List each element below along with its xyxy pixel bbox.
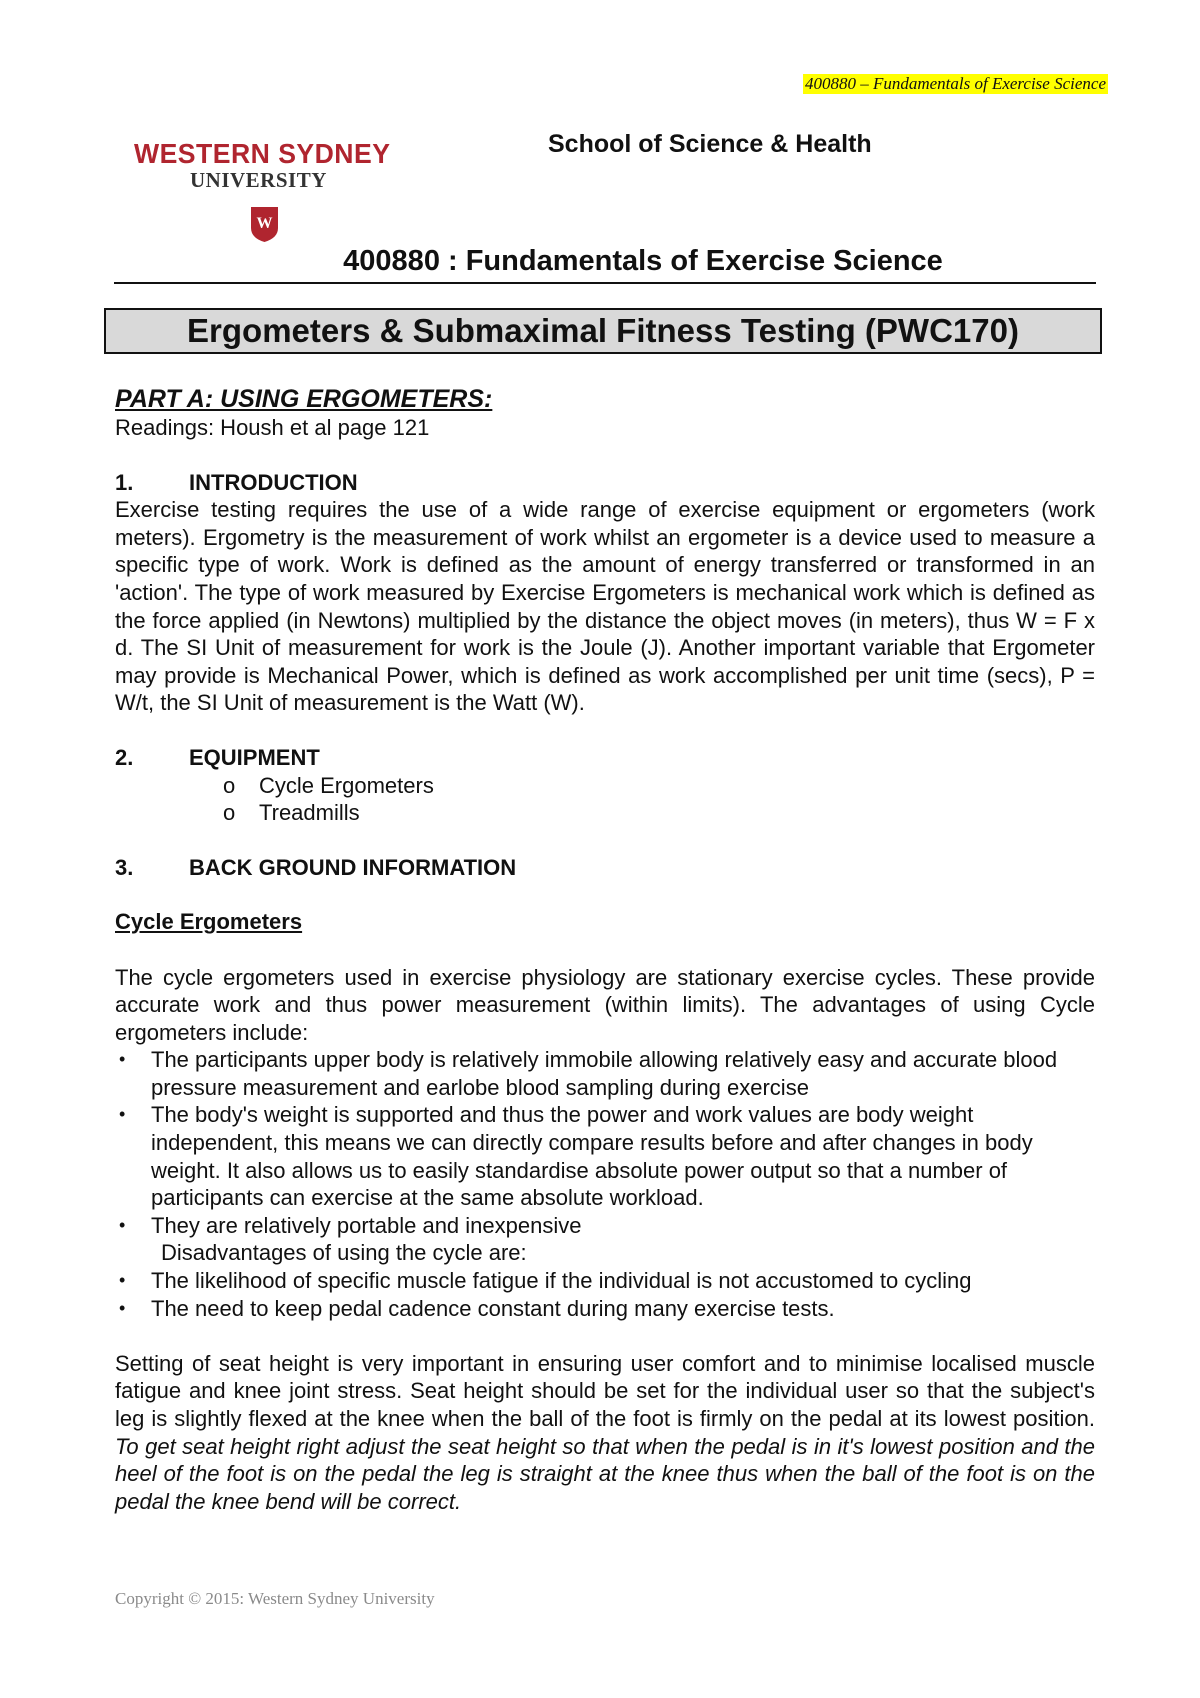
list-item-text: The likelihood of specific muscle fatigue if the individual is not accustomed to cycling	[151, 1268, 972, 1294]
section-title: INTRODUCTION	[189, 469, 358, 495]
list-item-text: Cycle Ergometers	[259, 772, 434, 798]
list-item-text: The participants upper body is relatively immobile allowing relatively easy and accurate blood pressure measurement and earlobe blood sampling during exercise	[151, 1047, 1058, 1100]
section-title: EQUIPMENT	[189, 744, 320, 770]
section-title: BACK GROUND INFORMATION	[189, 854, 517, 880]
circle-bullet-icon: o	[223, 800, 236, 826]
shield-letter: W	[256, 215, 273, 232]
school-name: School of Science & Health	[548, 130, 872, 158]
disadvantages-list	[115, 1267, 1095, 1322]
seat-height-text: Setting of seat height is very important in ensuring user comfort and to minimise localised muscle fatigue and knee joint stress. Seat height should be set for the individual user so that the subject's leg is slightly flexed at the knee when the ball of the foot is firmly on the pedal at its lowest position.	[115, 1350, 1095, 1431]
advantages-list	[115, 1046, 1095, 1239]
copyright-footer: Copyright © 2015: Western Sydney University	[115, 1589, 435, 1608]
bullet-icon: •	[119, 1297, 126, 1318]
list-item-text: The need to keep pedal cadence constant during many exercise tests.	[151, 1295, 835, 1321]
part-a-heading: PART A: USING ERGOMETERS:	[115, 385, 493, 413]
readings-line: Readings: Housh et al page 121	[115, 415, 430, 440]
main-content	[115, 384, 1095, 1515]
title-divider	[114, 282, 1096, 284]
list-item-text: Treadmills	[259, 800, 360, 826]
bullet-icon: •	[119, 1049, 126, 1070]
list-item-text: They are relatively portable and inexpensive	[151, 1212, 582, 1238]
bullet-icon: •	[119, 1104, 126, 1125]
section-heading-background	[115, 854, 1095, 882]
university-logo	[134, 140, 404, 250]
equipment-list	[115, 772, 1095, 827]
bullet-icon: •	[119, 1270, 126, 1291]
bullet-icon: •	[119, 1214, 126, 1235]
section-heading-equipment	[115, 744, 1095, 772]
logo-wordmark-line2: UNIVERSITY	[190, 168, 327, 192]
seat-height-paragraph	[115, 1350, 1095, 1516]
section-heading-introduction	[115, 469, 1095, 497]
circle-bullet-icon: o	[223, 772, 236, 798]
cycle-ergometers-subheading: Cycle Ergometers	[115, 909, 303, 935]
logo-wordmark-line1: WESTERN SYDNEY	[134, 138, 391, 169]
section-number: 2.	[115, 744, 134, 770]
list-item	[115, 1295, 1095, 1323]
list-item	[115, 1267, 1095, 1295]
section-number: 3.	[115, 854, 134, 880]
introduction-paragraph: Exercise testing requires the use of a wide range of exercise equipment or ergometers (work meters). Ergometry is the measurement of work whilst an ergometer is a device used to measure a specific type of work. Work is defined as the amount of energy transferred or transformed in an 'action'. The type of work measured by Exercise Ergometers is mechanical work which is defined as the force applied (in Newtons) multiplied by the distance the object moves (in meters), thus W = F x d. The SI Unit of measurement for work is the Joule (J). Another important variable that Ergometer may provide is Mechanical Power, which is defined as work accomplished per unit time (secs), P = W/t, the SI Unit of measurement is the Watt (W).	[115, 497, 1095, 716]
list-item-text: The body's weight is supported and thus the power and work values are body weight independent, this means we can directly compare results before and after changes in body weight. It also allows us to easily standardise absolute power output so that a number of participants can exercise at the same absolute workload.	[151, 1102, 1033, 1211]
list-item	[115, 1212, 1095, 1240]
course-title: 400880 : Fundamentals of Exercise Science	[343, 245, 943, 277]
list-item	[115, 1046, 1095, 1101]
list-item	[223, 799, 1095, 827]
banner-title: Ergometers & Submaximal Fitness Testing (PWC170)	[104, 308, 1102, 354]
list-item	[223, 772, 1095, 800]
section-number: 1.	[115, 469, 134, 495]
running-header: 400880 – Fundamentals of Exercise Science	[804, 74, 1106, 93]
seat-height-italic-text: To get seat height right adjust the seat height so that when the pedal is in it's lowest position and the heel of the foot is on the pedal the leg is straight at the knee thus when the ball of the foot is on the pedal the knee bend will be correct.	[115, 1433, 1095, 1514]
cycle-intro-paragraph: The cycle ergometers used in exercise physiology are stationary exercise cycles. These provide accurate work and thus power measurement (within limits). The advantages of using Cycle ergometers include:	[115, 964, 1095, 1045]
shield-icon	[250, 206, 279, 243]
list-item	[115, 1101, 1095, 1211]
disadvantages-label: Disadvantages of using the cycle are:	[161, 1240, 527, 1266]
